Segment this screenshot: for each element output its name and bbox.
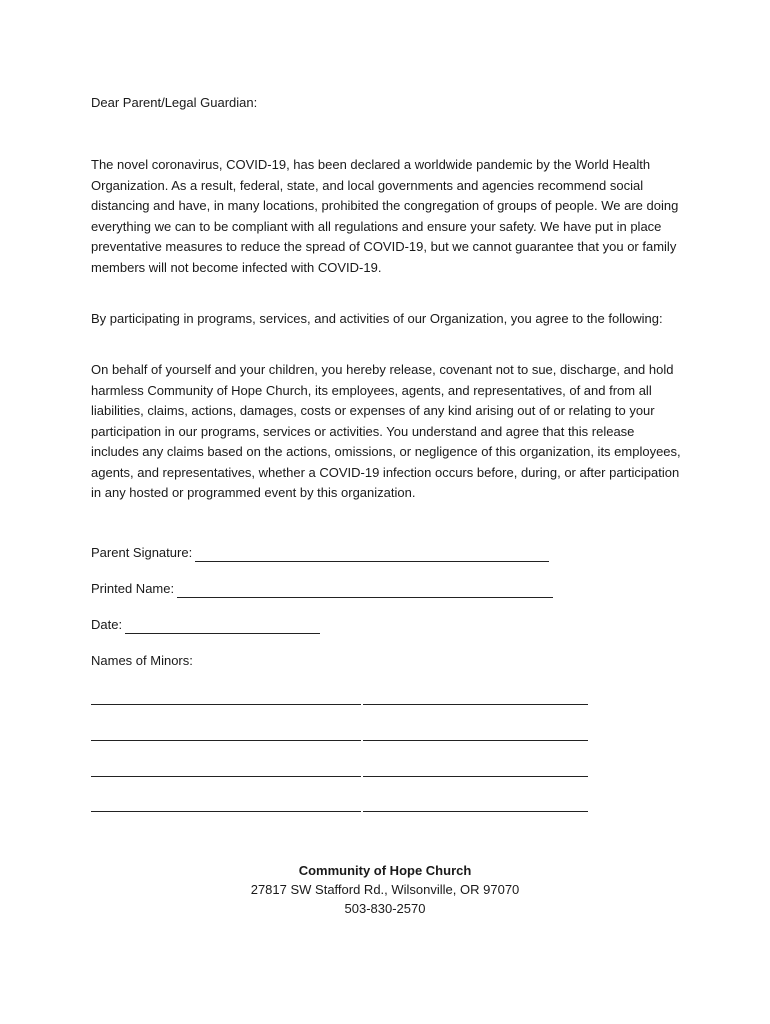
- minor-name-line[interactable]: [363, 811, 588, 812]
- parent-signature-field: [91, 544, 549, 562]
- parent-signature-label: Parent Signature:: [91, 545, 193, 560]
- date-field: [91, 616, 320, 634]
- names-of-minors-heading: Names of Minors:: [91, 653, 193, 668]
- printed-name-label: Printed Name:: [91, 581, 175, 596]
- minor-name-row: [91, 811, 588, 812]
- minor-name-row: [91, 704, 588, 705]
- minor-name-row: [91, 776, 588, 777]
- minor-name-row: [91, 740, 588, 741]
- footer-address: 27817 SW Stafford Rd., Wilsonville, OR 97070: [250, 882, 520, 897]
- minor-name-line[interactable]: [363, 740, 588, 741]
- minor-name-line[interactable]: [363, 704, 588, 705]
- minor-name-line[interactable]: [91, 704, 361, 705]
- footer-phone: 503-830-2570: [344, 901, 426, 916]
- minor-name-line[interactable]: [91, 811, 361, 812]
- parent-signature-line[interactable]: [195, 547, 549, 562]
- paragraph-pandemic-notice: The novel coronavirus, COVID-19, has been declared a worldwide pandemic by the World Health Organization. As a result, federal, state, and local governments and agencies recommend social distancing and have, in many locations, prohibited the congregation of groups of people. We are doing everything we can to be compliant with all regulations and ensure your safety. We have put in place preventative measures to reduce the spread of COVID-19, but we cannot guarantee that you or family members will not become infected with COVID-19.: [91, 157, 679, 275]
- date-line[interactable]: [125, 619, 320, 634]
- paragraph-release-terms: On behalf of yourself and your children, you hereby release, covenant not to sue, discharge, and hold harmless Community of Hope Church, its employees, agents, and representatives, of and from all liabilities, claims, actions, damages, costs or expenses of any kind arising out of or relating to your participation in our programs, services or activities. You understand and agree that this release includes any claims based on the actions, omissions, or negligence of this organization, its employees, agents, and representatives, whether a COVID-19 infection occurs before, during, or after participation in any hosted or programmed event by this organization.: [91, 362, 681, 500]
- minor-name-line[interactable]: [91, 776, 361, 777]
- footer-organization-name: Community of Hope Church: [298, 863, 472, 878]
- minor-name-line[interactable]: [363, 776, 588, 777]
- printed-name-line[interactable]: [177, 583, 553, 598]
- paragraph-agreement-intro: By participating in programs, services, and activities of our Organization, you agree to the following:: [91, 311, 663, 326]
- minor-name-line[interactable]: [91, 740, 361, 741]
- date-label: Date:: [91, 617, 123, 632]
- printed-name-field: [91, 580, 553, 598]
- salutation: Dear Parent/Legal Guardian:: [91, 95, 258, 110]
